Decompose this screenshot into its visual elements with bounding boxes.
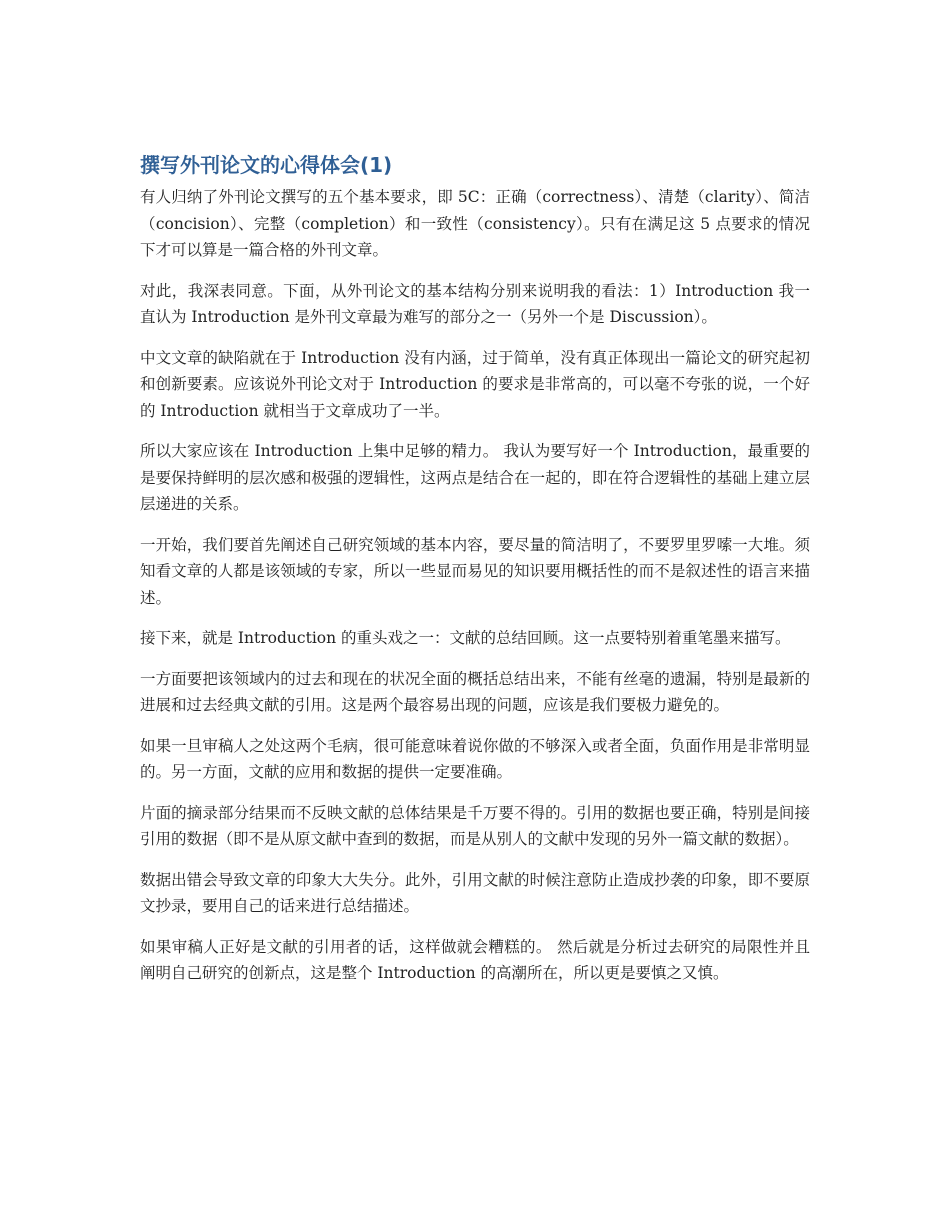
paragraph-6: 接下来，就是 Introduction 的重头戏之一：文献的总结回顾。这一点要特别着重笔墨来描写。 — [140, 629, 791, 647]
paragraph-7: 一方面要把该领域内的过去和现在的状况全面的概括总结出来，不能有丝毫的遗漏，特别是最新的进展和过去经典文献的引用。这是两个最容易出现的问题，应该是我们要极力避免的。 — [140, 669, 810, 714]
paragraph-5: 一开始，我们要首先阐述自己研究领域的基本内容，要尽量的简洁明了，不要罗里罗嗦一大堆。须知看文章的人都是该领域的专家，所以一些显而易见的知识要用概括性的而不是叙述性的语言来描述。 — [140, 535, 810, 607]
document-title: 撰写外刊论文的心得体会(1) — [140, 153, 393, 177]
paragraph-3: 中文文章的缺陷就在于 Introduction 没有内涵，过于简单，没有真正体现出一篇论文的研究起初和创新要素。应该说外刊论文对于 Introduction 的要求是非常高的，可以毫不夸张的说，一个好的 Introduction 就相当于文章成功了一半。 — [140, 348, 810, 420]
paragraph-10: 数据出错会导致文章的印象大大失分。此外，引用文献的时候注意防止造成抄袭的印象，即不要原文抄录，要用自己的话来进行总结描述。 — [140, 870, 810, 915]
paragraph-2: 对此，我深表同意。下面，从外刊论文的基本结构分别来说明我的看法：1）Introduction 我一直认为 Introduction 是外刊文章最为难写的部分之一（另外一个是 Discussion）。 — [140, 281, 810, 326]
paragraph-8: 如果一旦审稿人之处这两个毛病，很可能意味着说你做的不够深入或者全面，负面作用是非常明显的。另一方面，文献的应用和数据的提供一定要准确。 — [140, 736, 810, 781]
document-page — [140, 150, 810, 1001]
paragraph-9: 片面的摘录部分结果而不反映文献的总体结果是千万要不得的。引用的数据也要正确，特别是间接引用的数据（即不是从原文献中查到的数据，而是从别人的文献中发现的另外一篇文献的数据）。 — [140, 803, 810, 848]
paragraph-1: 有人归纳了外刊论文撰写的五个基本要求，即 5C：正确（correctness）、清楚（clarity）、简洁（concision）、完整（completion）和一致性（consistency）。只有在满足这 5 点要求的情况下才可以算是一篇合格的外刊文章。 — [140, 188, 810, 259]
paragraph-4: 所以大家应该在 Introduction 上集中足够的精力。 我认为要写好一个 Introduction，最重要的是要保持鲜明的层次感和极强的逻辑性，这两点是结合在一起的，即在符合逻辑性的基础上建立层层递进的关系。 — [140, 442, 810, 513]
paragraph-11: 如果审稿人正好是文献的引用者的话，这样做就会糟糕的。 然后就是分析过去研究的局限性并且阐明自己研究的创新点，这是整个 Introduction 的高潮所在，所以更是要慎之又慎。 — [140, 937, 810, 982]
